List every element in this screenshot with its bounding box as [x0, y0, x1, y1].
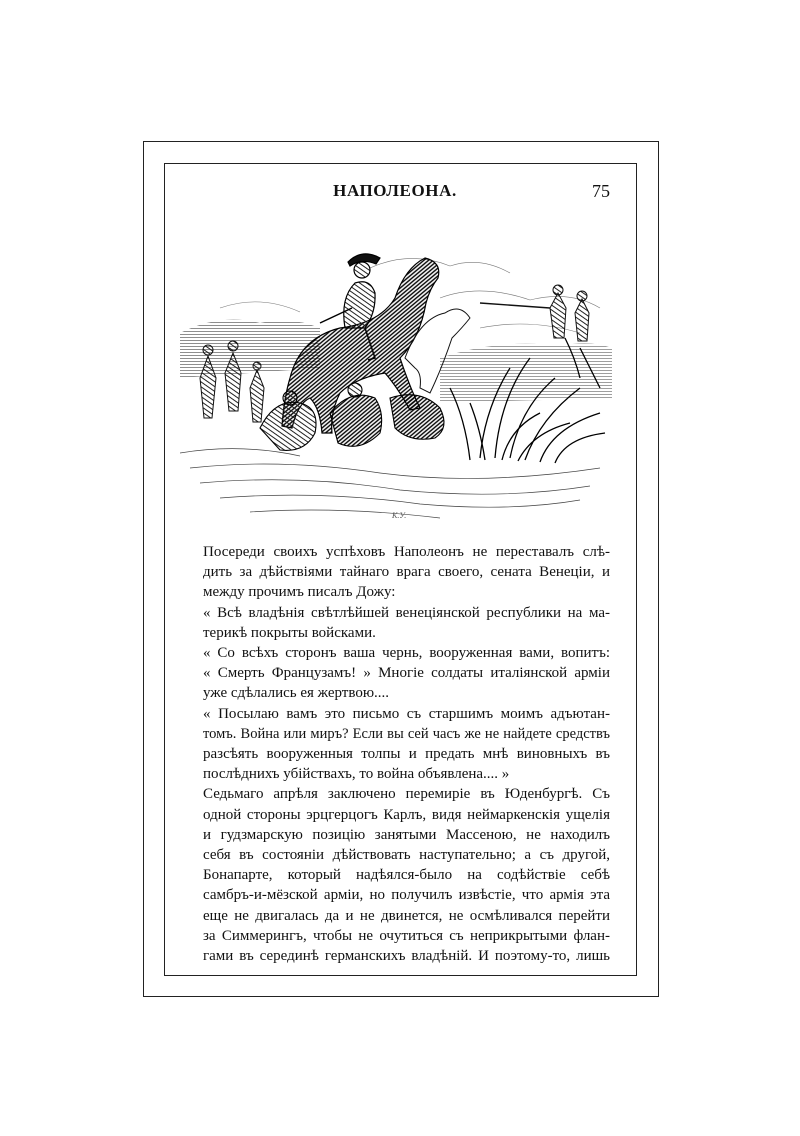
text-line: « Со всѣхъ сторонъ ваша чернь, вооруженная вами, вопитъ:: [203, 645, 610, 662]
paragraph: [186, 704, 610, 785]
fallen-soldiers: [260, 383, 444, 450]
text-line: одной стороны эрцгерцогъ Карлъ, видя неймаркенскія ущелія: [203, 806, 610, 823]
text-line: Бонапарте, который надѣялся-было на содѣйствіе себѣ: [203, 867, 610, 884]
text-line: между прочимъ писалъ Дожу:: [203, 584, 396, 601]
paragraph: [186, 542, 610, 603]
text-line: томъ. Война или миръ? Если вы сей часъ же не найдете средствъ: [203, 725, 610, 742]
text-line: « Всѣ владѣнія свѣтлѣйшей венеціянской республики на ма-: [203, 604, 610, 621]
text-line: себя въ состояніи дѣйствовать наступательно; а съ другой,: [203, 847, 610, 864]
page-number: 75: [592, 181, 610, 201]
body-text: [186, 542, 610, 966]
paragraph: [186, 643, 610, 704]
text-line: Седьмаго апрѣля заключено перемиріе въ Юденбургѣ. Съ: [203, 786, 610, 803]
infantry-right: [480, 285, 589, 341]
running-head: [180, 181, 610, 207]
text-line: послѣднихъ убійствахъ, то война объявлена.... »: [203, 766, 510, 783]
water: [180, 449, 600, 518]
text-line: самбръ-и-мёзской арміи, но получилъ извѣстіе, что армія эта: [203, 887, 610, 904]
text-line: разсѣять вооруженныя толпы и предать мнѣ виновныхъ въ: [203, 746, 610, 763]
text-line: и гудзмарскую позицію занятыми Массеною, не находилъ: [203, 826, 610, 843]
text-line: терикѣ покрыты войсками.: [203, 624, 376, 641]
text-line: еще не двигалась да и не двинется, не осмѣливался перейти: [203, 907, 610, 924]
paragraph: [186, 603, 610, 643]
text-line: за Симмерингъ, чтобы не очутиться съ неприкрытыми флан-: [203, 927, 610, 944]
text-line: « Смерть Французамъ! » Многіе солдаты италіянской арміи: [203, 665, 610, 682]
text-line: дить за дѣйствіями тайнаго врага своего, сената Венеціи, и: [203, 564, 610, 581]
text-line: гами въ серединѣ германскихъ владѣній. И поэтому-то, лишь: [203, 948, 610, 965]
paragraph: [186, 784, 610, 966]
engraving-illustration: [180, 228, 612, 526]
running-title: НАПОЛЕОНА.: [333, 181, 457, 200]
text-line: « Посылаю вамъ это письмо съ старшимъ моимъ адъютан-: [203, 705, 610, 722]
text-line: Посереди своихъ успѣховъ Наполеонъ не переставалъ слѣ-: [203, 544, 610, 560]
text-line: уже сдѣлались ея жертвою....: [203, 685, 390, 702]
illustration-signature: К.У.: [392, 511, 407, 520]
